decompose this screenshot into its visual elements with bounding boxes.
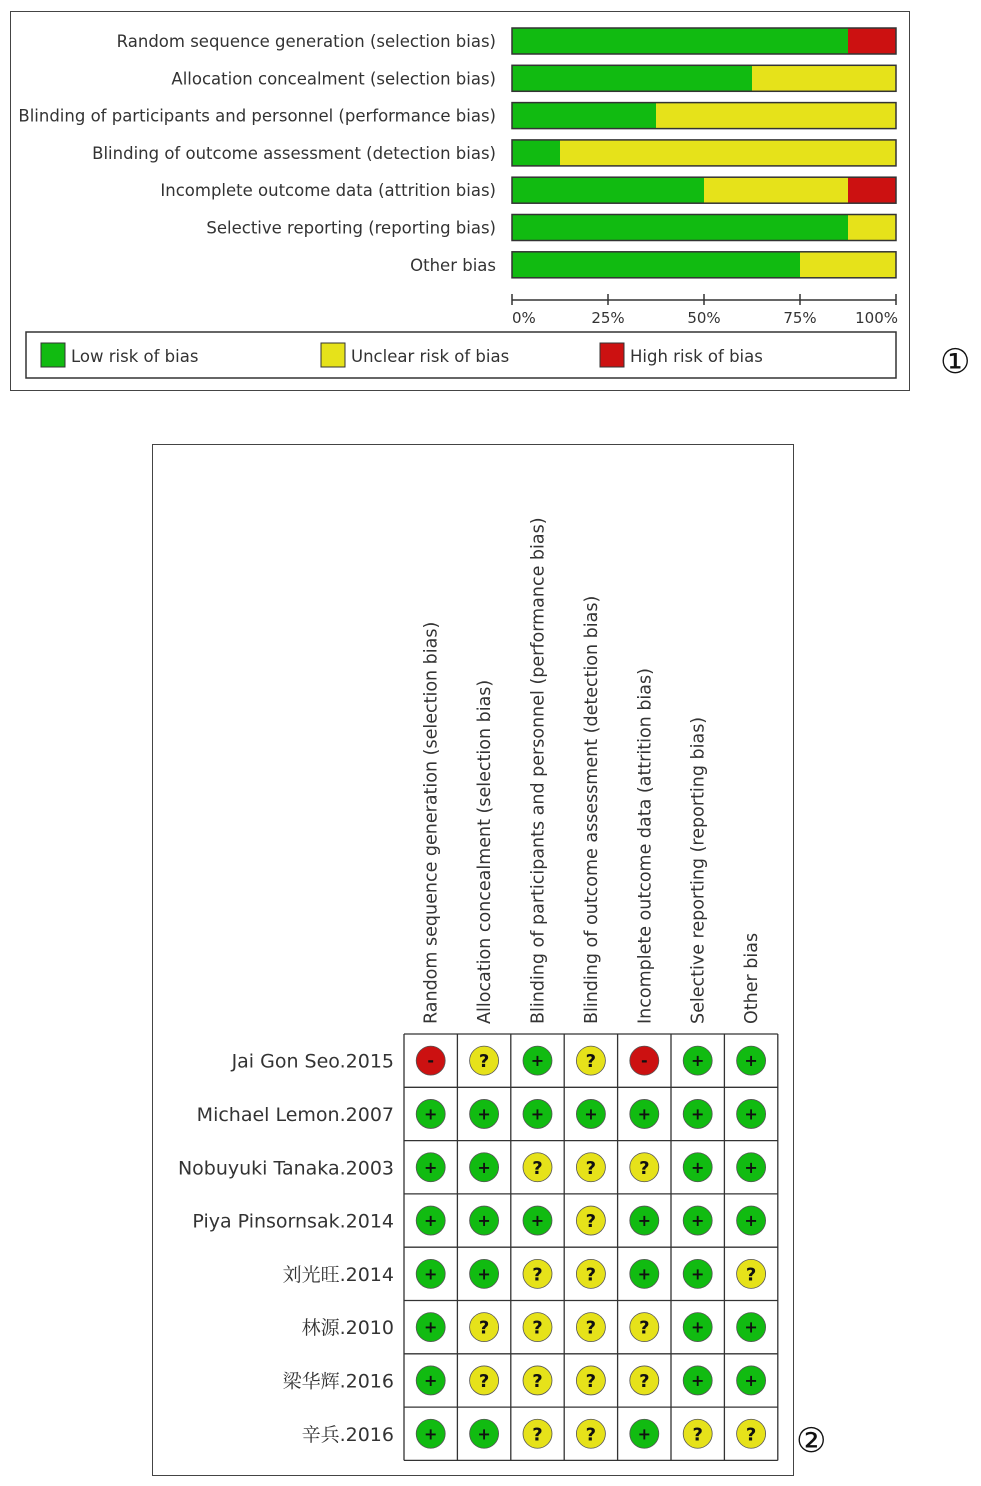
x-tick-label: 50% [687,309,721,327]
rating-symbol: + [744,1317,758,1337]
x-tick-label: 0% [512,309,536,327]
rating-symbol: ? [585,1051,597,1073]
rating-symbol: + [423,1424,438,1444]
legend-label-unclear: Unclear risk of bias [351,347,510,366]
study-label: Michael Lemon.2007 [196,1103,394,1126]
bar-segment-low [512,65,752,91]
x-tick-label: 25% [591,309,625,327]
rating-symbol: ? [532,1424,543,1446]
rating-symbol: ? [639,1317,650,1339]
category-label: Blinding of participants and personnel (performance bias) [18,106,496,126]
rating-symbol: + [477,1157,491,1177]
rating-symbol: ? [585,1424,597,1446]
legend-label-high: High risk of bias [630,347,763,366]
risk-of-bias-summary [153,445,793,1475]
rating-symbol: ? [532,1264,543,1286]
bar-segment-low [512,252,800,278]
rating-symbol: + [423,1264,438,1284]
rating-symbol: + [637,1424,652,1444]
column-header: Other bias [742,932,763,1024]
rating-symbol: ? [478,1370,490,1392]
rating-symbol: + [530,1051,545,1071]
rating-symbol: + [690,1211,705,1231]
column-header: Allocation concealment (selection bias) [475,679,496,1024]
rating-symbol: + [744,1211,758,1231]
rating-symbol: + [744,1370,758,1390]
bar-segment-unclear [704,177,848,203]
rating-symbol: + [423,1211,438,1231]
x-tick-label: 100% [855,309,898,327]
rating-symbol: + [690,1157,705,1177]
bar-segment-high [848,177,896,203]
rating-symbol: ? [532,1157,543,1179]
rating-symbol: ? [585,1264,597,1286]
risk-of-bias-graph-panel [10,11,910,391]
column-header: Blinding of outcome assessment (detection bias) [581,595,602,1024]
rating-symbol: + [423,1104,438,1124]
rating-symbol: ? [692,1424,703,1446]
rating-symbol: + [637,1211,652,1231]
legend-swatch-low [41,343,65,367]
panel-label-2: ② [796,1421,827,1461]
bar-segment-unclear [752,65,896,91]
bar-segment-unclear [656,103,896,129]
rating-symbol: ? [532,1370,543,1392]
rating-symbol: + [584,1104,598,1124]
legend-label-low: Low risk of bias [71,347,199,366]
legend [26,332,896,378]
rating-symbol: + [690,1370,705,1390]
risk-of-bias-graph [11,12,909,390]
rating-symbol: + [477,1424,491,1444]
rating-symbol: + [744,1051,758,1071]
bar-segment-high [848,28,896,54]
rating-symbol: + [690,1051,705,1071]
category-label: Selective reporting (reporting bias) [206,218,496,238]
rating-symbol: + [744,1157,758,1177]
bar-segment-unclear [800,252,896,278]
rating-symbol: + [637,1264,652,1284]
column-header: Blinding of participants and personnel (performance bias) [528,517,549,1024]
rating-symbol: + [530,1104,545,1124]
category-label: Incomplete outcome data (attrition bias) [160,181,496,201]
category-label: Other bias [410,255,496,275]
category-label: Blinding of outcome assessment (detection bias) [92,143,496,163]
rating-symbol: ? [639,1370,650,1392]
column-header: Random sequence generation (selection bias) [421,621,442,1024]
study-label: 林源.2010 [301,1317,394,1340]
bar-segment-unclear [560,140,896,166]
bar-segment-low [512,215,848,241]
rating-symbol: ? [585,1157,597,1179]
rating-symbol: + [637,1104,652,1124]
legend-swatch-unclear [321,343,345,367]
rating-symbol: + [423,1370,438,1390]
rating-symbol: ? [585,1317,597,1339]
study-label: 梁华辉.2016 [282,1370,394,1393]
rating-symbol: ? [478,1317,490,1339]
panel-label-1: ① [940,342,971,382]
rating-symbol: ? [745,1424,757,1446]
rating-symbol: + [744,1104,758,1124]
risk-of-bias-summary-panel [152,444,794,1476]
bar-segment-low [512,28,848,54]
rating-symbol: ? [532,1317,543,1339]
rating-symbol: ? [585,1370,597,1392]
legend-swatch-high [600,343,624,367]
x-tick-label: 75% [783,309,817,327]
bar-segment-low [512,140,560,166]
rating-symbol: + [690,1104,705,1124]
column-header: Incomplete outcome data (attrition bias) [635,668,656,1024]
rating-symbol: + [423,1317,438,1337]
column-header: Selective reporting (reporting bias) [688,716,709,1024]
rating-symbol: + [690,1317,705,1337]
rating-symbol: + [530,1211,545,1231]
study-label: Piya Pinsornsak.2014 [192,1210,394,1233]
rating-symbol: - [427,1051,435,1071]
study-label: 辛兵.2016 [301,1423,394,1446]
study-label: Nobuyuki Tanaka.2003 [177,1157,394,1180]
rating-symbol: + [477,1264,491,1284]
rating-symbol: - [640,1051,648,1071]
rating-symbol: + [690,1264,705,1284]
rating-symbol: ? [745,1264,757,1286]
rating-symbol: ? [639,1157,650,1179]
bar-segment-low [512,177,704,203]
bar-segment-low [512,103,656,129]
study-label: 刘光旺.2014 [282,1263,394,1286]
rating-symbol: ? [585,1211,597,1233]
category-label: Random sequence generation (selection bias) [116,32,496,51]
category-label: Allocation concealment (selection bias) [171,69,496,89]
rating-symbol: + [423,1157,438,1177]
study-label: Jai Gon Seo.2015 [231,1050,394,1073]
rating-symbol: ? [478,1051,490,1073]
rating-symbol: + [477,1104,491,1124]
rating-symbol: + [477,1211,491,1231]
bar-segment-unclear [848,215,896,241]
